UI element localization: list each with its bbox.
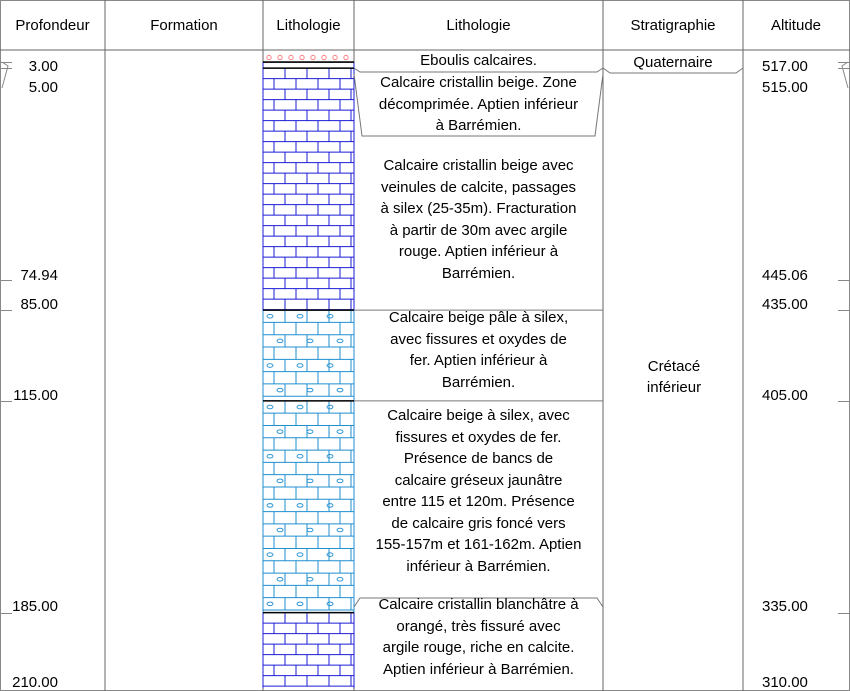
layer-description: Eboulis calcaires.: [420, 52, 537, 69]
stratigraphy-label: Quaternaire: [633, 54, 713, 71]
layer-description: Calcaire cristallin blanchâtre à orangé, très fissuré avec argile rouge, riche en calcite. Aptien inférieur à Barrémien.: [378, 596, 579, 678]
stratigraphy-label: Crétacé inférieur: [646, 358, 702, 396]
altitude-offset-marker: [842, 62, 848, 88]
lithology-pattern-limestone: [263, 613, 354, 689]
altitude-label: 310.00: [762, 674, 808, 691]
layer-description: Calcaire beige pâle à silex, avec fissures et oxydes de fer. Aptien inférieur à Barrémien.: [388, 309, 569, 391]
lithology-pattern-limestone: [263, 68, 354, 310]
header-lithology-pattern: Lithologie: [276, 16, 341, 34]
lithology-pattern-scree: [267, 55, 348, 59]
header-stratigraphy: Stratigraphie: [630, 16, 716, 34]
altitude-label: 405.00: [762, 387, 808, 404]
depth-label: 5.00: [28, 79, 58, 96]
layer-description: Calcaire beige à silex, avec fissures et oxydes de fer. Présence de bancs de calcaire gréseux jaunâtre entre 115 et 120m. Présence de calcaire gris foncé vers 155-157m et 161-162m. Aptien inférieur à Barrémien.: [375, 407, 582, 575]
layer-description: Calcaire cristallin beige avec veinules de calcite, passages à silex (25-35m). Fracturation à partir de 30m avec argile rouge. Aptien inférieur à Barrémien.: [380, 157, 577, 282]
altitude-label: 435.00: [762, 296, 808, 313]
header-depth: Profondeur: [15, 16, 90, 34]
depth-label: 74.94: [20, 267, 58, 284]
header-lithology-description: Lithologie: [446, 16, 511, 34]
depth-label: 185.00: [12, 598, 58, 615]
depth-label: 3.00: [28, 58, 58, 75]
depth-label: 210.00: [12, 674, 58, 691]
header-altitude: Altitude: [770, 16, 822, 34]
layer-description: Calcaire cristallin beige. Zone décomprimée. Aptien inférieur à Barrémien.: [378, 74, 579, 134]
altitude-label: 445.06: [762, 267, 808, 284]
header-formation: Formation: [150, 16, 218, 34]
lithology-pattern-chert_limestone: [263, 310, 354, 401]
altitude-label: 517.00: [762, 58, 808, 75]
lithology-pattern-limestone: [263, 62, 354, 68]
lithology-pattern-chert_limestone: [263, 401, 354, 613]
depth-label: 115.00: [13, 387, 58, 404]
altitude-label: 515.00: [762, 79, 808, 96]
altitude-label: 335.00: [762, 598, 808, 615]
depth-label: 85.00: [20, 296, 58, 313]
